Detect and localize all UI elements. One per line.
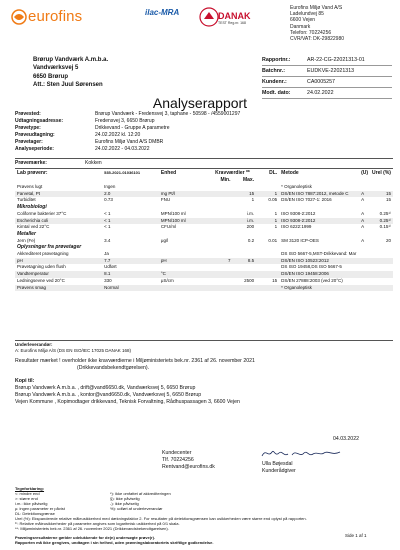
contact-line: Kundecenter (162, 450, 192, 456)
subcontractor (15, 342, 131, 354)
note-item: >: større end (15, 496, 38, 501)
table-subheader (15, 177, 393, 184)
copy-line: Brørup Vandværk A.m.b.a. , kontor@vand6650.dk, Vandværksvej 5, 6650 Brørup (15, 392, 202, 398)
info-value: 24.02.2022 - 04.03.2022 (95, 146, 150, 152)
table-row (15, 285, 393, 292)
meta-value: AR-22-CG-22021313-01 (307, 57, 365, 63)
row-unit: μg/l (160, 237, 169, 243)
row-method: ISO 6222:1999 (281, 224, 312, 230)
report-meta-row (262, 77, 392, 88)
subcontractor-line: A: Eurofins Miljø A/S (DS EN ISO/IEC 17025 DANAK 168) (15, 348, 132, 353)
row-unit (159, 264, 209, 271)
signature-icon (260, 446, 350, 460)
row-unit (159, 184, 209, 191)
row-max (232, 264, 256, 271)
row-u (359, 264, 370, 271)
info-value: Drikkevand - Gruppe A parametre (95, 125, 170, 131)
sample-info-row (15, 132, 240, 139)
row-min (209, 184, 233, 191)
row-unit: FNU (160, 197, 171, 203)
meta-value: CA0005257 (307, 79, 335, 85)
report-meta-row (262, 55, 392, 66)
col-header-limit: Kravværdier ** (215, 170, 250, 177)
row-parameter: Farvetal, Pt (15, 191, 102, 198)
table-section (15, 231, 393, 238)
row-urel: 0.25¹⁾ (379, 210, 391, 216)
row-unit: mg Pt/l (159, 191, 209, 198)
signer (262, 461, 296, 474)
danak-seal-icon (198, 6, 220, 28)
sample-mark-key: Prøvemærke: (15, 160, 47, 166)
row-value: Udført (104, 264, 117, 270)
row-parameter: Ledningsevne ved 20°C (17, 277, 65, 283)
sample-mark (15, 160, 393, 166)
table-row (15, 218, 393, 225)
page-title: Analyserapport (152, 95, 248, 111)
row-max: i.m. (246, 210, 255, 216)
row-max: 1 (251, 197, 255, 203)
row-u: A (361, 197, 365, 203)
note-item: §): ikke påviselig (110, 496, 140, 501)
row-method: * Organoleptisk (281, 184, 312, 189)
row-value: 330 (104, 277, 112, 283)
table-header (15, 170, 393, 177)
row-u: A (361, 237, 365, 243)
row-urel: 0.15¹⁾ (379, 224, 391, 230)
row-method: DS ISO 19458,DS ISO 5667-5 (281, 264, 342, 270)
result-line: (Drikkevandsbekendtgørelsen). (77, 364, 150, 371)
table-row (15, 184, 393, 191)
row-urel (370, 285, 393, 292)
sample-info-row (15, 111, 240, 118)
lab-address-line: Telefon: 70224256 (290, 29, 332, 36)
note-extra: Urel (%): Ekspanderede relative måleusikkerhed med dækningsfaktor 2. For resultater på detektionsgrænsen kan usikkerheden være større end oplyst på rapporten. (15, 516, 307, 521)
lab-address-line: Danmark (290, 23, 311, 30)
danak-reg: TEST Reg.nr. 168 (218, 21, 246, 25)
sample-info-row (15, 139, 240, 146)
row-dl: 0.01 (268, 237, 278, 243)
row-min (209, 218, 233, 225)
table-row (15, 238, 393, 245)
row-u (359, 251, 370, 258)
section-label: Mikrobiologi (17, 204, 47, 211)
row-max: 15 (232, 191, 256, 198)
row-min (209, 285, 233, 292)
notes-title: Tegnforklaring: (15, 486, 45, 491)
table-section (15, 204, 393, 211)
row-min (209, 224, 233, 231)
row-dl (256, 258, 279, 265)
row-value: < 1 (104, 210, 111, 216)
info-key: Prøvetype: (15, 125, 41, 131)
meta-value: EUDKVE-22021313 (307, 68, 355, 74)
row-method: ISO 9308-2:2012 (279, 218, 359, 225)
row-urel: 15 (385, 197, 391, 203)
row-value: < 1 (102, 218, 159, 225)
report-meta (262, 55, 392, 99)
table-row (15, 191, 393, 198)
row-parameter: Akkrediteret prøvetagning (17, 251, 69, 257)
row-min (209, 251, 233, 258)
row-urel (370, 264, 393, 271)
table-section (15, 244, 393, 251)
row-dl: 1 (256, 191, 279, 198)
subcontractor-title: Underleverandør: (15, 342, 53, 347)
row-unit: MPN/100 ml (159, 218, 209, 225)
meta-key: Batchnr.: (262, 68, 285, 74)
sample-info-row (15, 125, 240, 132)
table-row (15, 224, 393, 231)
ilac-mra-logo: ilac-MRA (145, 8, 180, 17)
row-u: A (359, 191, 370, 198)
col-header-u: (U) (361, 170, 369, 177)
row-min (209, 278, 233, 285)
lab-address-line: 6600 Vejen (290, 17, 316, 24)
row-urel (370, 184, 393, 191)
row-urel (370, 258, 393, 265)
row-dl: 0.05 (268, 197, 278, 203)
row-urel: 0.25¹⁾ (370, 218, 393, 225)
row-unit: μS/cm (160, 277, 174, 283)
customer-address (33, 56, 108, 90)
row-min (209, 238, 233, 245)
section-label: Oplysninger fra prøvetager (17, 244, 82, 251)
row-value: Ja (104, 251, 109, 257)
lab-address (290, 5, 398, 42)
col-header-max: Max. (242, 177, 255, 184)
table-row (15, 271, 393, 278)
meta-key: Rapportnr.: (262, 57, 291, 63)
row-dl: 1 (274, 210, 278, 216)
notes-col (15, 491, 110, 516)
row-value: 3.4 (104, 237, 111, 243)
row-value: Ingen (104, 184, 116, 189)
info-key: Prøveudtagning: (15, 132, 55, 138)
row-unit: °C (159, 271, 209, 278)
row-parameter: Kimtal ved 22°C (17, 224, 50, 230)
page-number: Side 1 af 1 (345, 533, 367, 538)
report-date: 04.03.2022 (333, 436, 359, 442)
row-urel (370, 271, 393, 278)
eurofins-logo (10, 8, 92, 26)
copy-line: Brørup Vandværk A.m.b.a. , drift@vand6650.dk, Vandværksvej 5, 6650 Brørup (15, 385, 196, 391)
note-item: i.m.: ikke påviselig (15, 501, 48, 506)
result-statement (15, 358, 255, 371)
lab-address-line: CVR/VAT: DK-29822980 (290, 36, 345, 43)
col-header-labno: 535-2021-01036101 (104, 170, 141, 176)
divider (15, 158, 393, 159)
row-max (232, 251, 256, 258)
row-urel (370, 278, 393, 285)
row-min (209, 211, 233, 218)
row-parameter: Coliforme bakterier 37°C (17, 210, 67, 216)
lab-address-line: Eurofins Miljø Vand A/S (290, 5, 343, 11)
info-key: Analyseperiode: (15, 146, 54, 152)
row-u (359, 285, 370, 292)
row-min: 7 (209, 258, 233, 265)
legend-notes (15, 486, 360, 531)
eurofins-logo-mark-icon (10, 8, 28, 26)
col-header-min: Min. (220, 177, 231, 184)
row-method: DS/EN ISO 10523:2012 (279, 258, 359, 265)
section-label: Metaller (17, 230, 36, 237)
row-value: 8.1 (102, 271, 159, 278)
row-min (209, 271, 233, 278)
row-max (232, 285, 256, 292)
note-extra: ¹⁾: Relative måleusikkerheder på parametre angives som logaritmisk usikkerhed på 0/1 skala. (15, 521, 180, 526)
info-key: Prøvetager: (15, 139, 43, 145)
customer-line: 6650 Brørup (33, 73, 69, 80)
sample-mark-value: Kokken (85, 160, 102, 166)
row-unit (159, 285, 209, 292)
result-line: Resultater mærket ! overholder ikke kravværdierne i Miljøministeriets bek.nr. 2361 af 26. november 2021 (15, 358, 255, 364)
row-min (209, 197, 233, 204)
row-method: DS ISO 5667-5,MST-Drikkevand: Mar (281, 251, 357, 257)
row-u: A (361, 210, 365, 216)
row-urel: 15 (370, 191, 393, 198)
row-method: * Organoleptisk (279, 285, 359, 292)
danak-logo (198, 6, 256, 32)
row-u: A (359, 218, 370, 225)
row-unit: pH (159, 258, 209, 265)
row-max: 200 (246, 224, 255, 230)
copy-line: Vejen Kommune , Kopimodtager drikkevand, Teknisk Forvaltning, Rådhuspassagen 3, 6600 Vejen (15, 399, 240, 405)
row-u: A (361, 224, 365, 230)
row-unit: CFU/ml (160, 224, 177, 230)
row-dl (256, 271, 279, 278)
note-extra: **: Miljøministeriets bek.nr. 2361 af 26. november 2021 (Drikkevandsbekendtgørelsen). (15, 526, 169, 531)
row-unit (159, 251, 209, 258)
info-key: Prøvested: (15, 111, 41, 117)
eurofins-wordmark: eurofins (28, 8, 83, 25)
sample-info-row (15, 118, 240, 125)
copy-title: Kopi til: (15, 378, 35, 384)
col-header-unit: Enhed (160, 170, 177, 177)
row-value: 7.7 (102, 258, 159, 265)
row-u (359, 184, 370, 191)
row-value: 2.0 (102, 191, 159, 198)
lab-address-line: Ladelundvej 85 (290, 11, 324, 18)
notes-col (110, 491, 230, 516)
note-item: *): ikke omfattet af akkrediteringen (110, 491, 171, 496)
info-value: Fredensvej 3, 6650 Brørup (95, 118, 155, 124)
row-parameter: Turbiditet (17, 197, 36, 203)
info-value: Eurofins Miljø Vand A/S DMBR (95, 139, 164, 145)
row-max: 2500 (244, 277, 255, 283)
table-row (15, 278, 393, 285)
copy-recipients (15, 378, 240, 406)
info-key: Udtagningsadresse: (15, 118, 64, 124)
customer-line: Vandværksvej 5 (33, 65, 79, 72)
row-min (209, 264, 233, 271)
row-min (209, 191, 233, 198)
info-value: 24.02.2022 kl. 12:20 (95, 132, 141, 138)
meta-value: 24.02.2022 (307, 90, 334, 96)
row-u (359, 258, 370, 265)
note-item: %): udført af underleverandør (110, 506, 163, 511)
table-row (15, 211, 393, 218)
contact-line: Tlf. 70224256 (162, 457, 194, 463)
footer (15, 535, 395, 545)
footer-line: Prøvningsresultaterne gælder udelukkende for de(n) undersøgte prøve(r). (15, 535, 156, 540)
row-value: Normal (102, 285, 159, 292)
note-item: <: mindre end (15, 491, 40, 496)
row-method: SM 3120 ICP-OES (281, 237, 319, 243)
row-method: DS/EN 27888:2003 (ved 20°C) (281, 277, 343, 283)
row-dl: 1 (256, 218, 279, 225)
row-parameter: Escherichia coli (15, 218, 102, 225)
customer-line: Att.: Sten Juul Sørensen (33, 82, 103, 89)
row-unit: MPN/100 ml (160, 210, 186, 216)
info-value: Brørup Vandværk - Fredensvej 3, taphane - 50598 - /4559001297 (95, 111, 241, 117)
row-parameter: Prøvens lugt (17, 184, 43, 189)
col-header-urel: Urel (%) (372, 170, 391, 177)
danak-wordmark: DANAK (218, 11, 251, 21)
row-urel: 20 (385, 237, 391, 243)
row-method: ISO 9308-2:2012 (281, 210, 316, 216)
note-item: µ: ingen parameter er påvist (15, 506, 65, 511)
signer-name: Ulla Bøjesdal (262, 461, 293, 467)
note-item: -): ikke påviselig (110, 501, 139, 506)
row-method: DS/EN ISO 7027-1: 2016 (281, 197, 332, 203)
row-parameter: Prøvetagning uden flush (17, 264, 66, 270)
col-header-lab: Lab prøvenr: (17, 170, 48, 177)
sample-info (15, 111, 240, 153)
divider (15, 168, 393, 169)
row-dl (256, 285, 279, 292)
notes-grid (15, 491, 360, 516)
report-meta-row (262, 66, 392, 77)
meta-key: Modt. dato: (262, 90, 291, 96)
table-row (15, 197, 393, 204)
table-row (15, 264, 393, 271)
contact-line: Rentvand@eurofins.dk (162, 464, 215, 470)
row-dl (256, 264, 279, 271)
row-value: 0.73 (104, 197, 113, 203)
row-max: 8.5 (232, 258, 256, 265)
row-max: 0.2 (247, 237, 255, 243)
signer-title: Kunderådgiver (262, 467, 296, 474)
contact-info (162, 450, 215, 471)
row-method: DS/EN ISO 19458:2006 (279, 271, 359, 278)
footer-line: Rapporten må ikke gengives, undtagen i sin helhed, uden prøvningslaboratoriets skriftlige godkendelse. (15, 540, 214, 545)
table-row (15, 258, 393, 265)
row-value: < 1 (104, 224, 111, 230)
customer-line: Brørup Vandværk A.m.b.a. (33, 57, 109, 63)
row-dl: 1 (274, 224, 278, 230)
row-parameter: pH (15, 258, 102, 265)
row-method: DS/EN ISO 7887:2012, metode C (279, 191, 359, 198)
row-parameter: Vandtemperatur (15, 271, 102, 278)
table-row (15, 251, 393, 258)
row-dl (256, 184, 279, 191)
col-header-dl: DL. (269, 170, 278, 177)
row-dl: 15 (272, 277, 278, 283)
row-u (359, 271, 370, 278)
sample-info-row (15, 146, 240, 153)
row-urel (370, 251, 393, 258)
row-max (232, 271, 256, 278)
divider (15, 340, 393, 341)
row-max (232, 184, 256, 191)
row-parameter: Prøvens smag (15, 285, 102, 292)
meta-key: Kundenr.: (262, 79, 287, 85)
row-parameter: Jern (Fe) (17, 237, 36, 243)
results-table (15, 170, 393, 291)
row-max: i.m. (232, 218, 256, 225)
col-header-method: Metode (281, 170, 299, 177)
note-item: DL: Detektionsgrænse (15, 511, 55, 516)
row-dl (256, 251, 279, 258)
row-u (359, 278, 370, 285)
